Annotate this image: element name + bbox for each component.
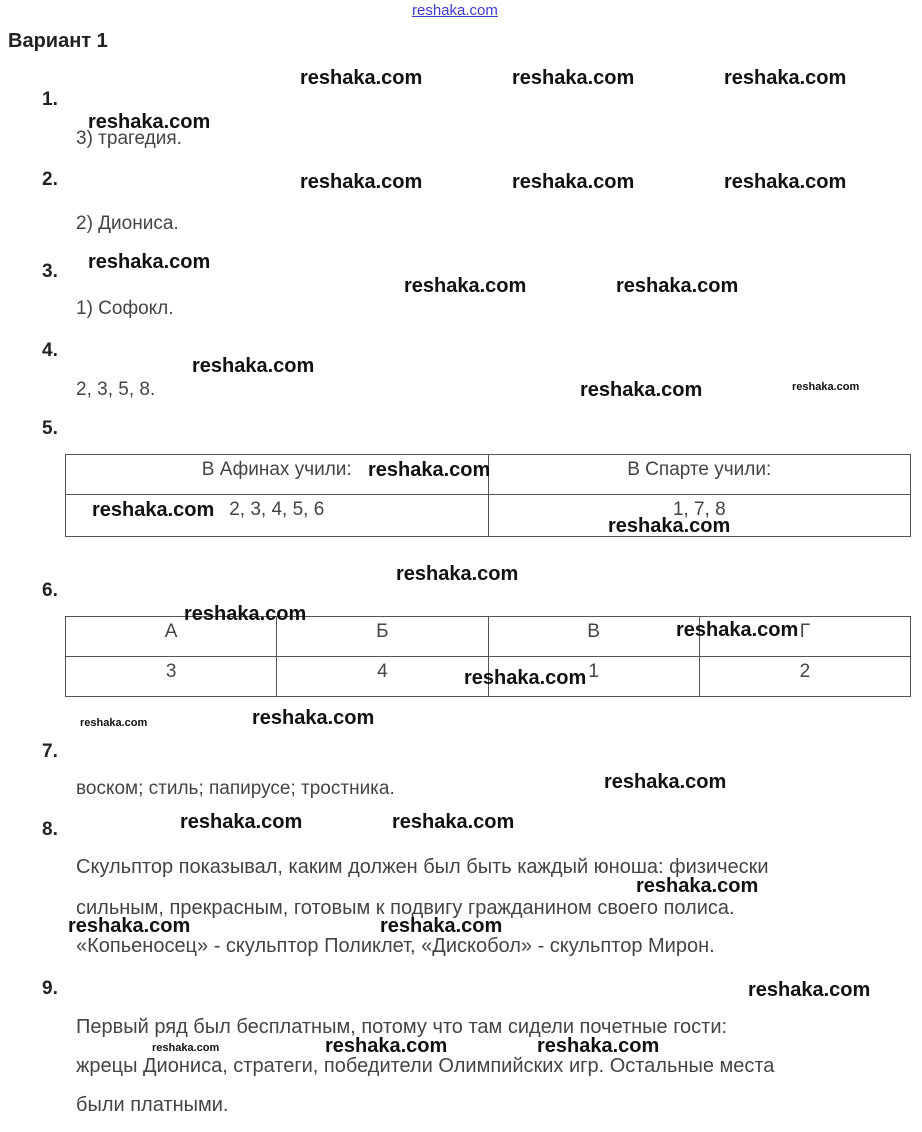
watermark: reshaka.com	[88, 251, 211, 273]
item-answer-2: 2) Диониса.	[76, 213, 179, 234]
item-answer-8-line-3: «Копьеносец» - скульптор Поликлет, «Дискобол» - скульптор Мирон.	[76, 935, 715, 957]
watermark-small: reshaka.com	[792, 381, 860, 393]
watermark-small: reshaka.com	[80, 717, 148, 729]
table-header-a: А	[66, 617, 277, 657]
item-answer-4: 2, 3, 5, 8.	[76, 379, 156, 400]
table-cell-a: 3	[66, 657, 277, 697]
watermark: reshaka.com	[537, 1035, 660, 1057]
watermark: reshaka.com	[192, 355, 315, 377]
watermark: reshaka.com	[92, 499, 215, 521]
table-cell-v: 1	[488, 657, 699, 697]
table-header-v: В	[488, 617, 699, 657]
item-answer-7: воском; стиль; папирусе; тростника.	[76, 778, 395, 799]
table-header-sparta: В Спарте учили:	[488, 455, 911, 495]
item-number-8: 8.	[42, 819, 58, 840]
watermark: reshaka.com	[300, 171, 423, 193]
table-cell-g: 2	[699, 657, 910, 697]
item-answer-9-line-2: жрецы Диониса, стратеги, победители Олимпийских игр. Остальные места	[76, 1055, 775, 1077]
item-number-4: 4.	[42, 340, 58, 361]
watermark: reshaka.com	[380, 915, 503, 937]
watermark: reshaka.com	[180, 811, 303, 833]
watermark: reshaka.com	[392, 811, 515, 833]
item-number-2: 2.	[42, 169, 58, 190]
item-answer-9-line-3: были платными.	[76, 1094, 229, 1116]
watermark-small: reshaka.com	[152, 1042, 220, 1054]
watermark: reshaka.com	[368, 459, 491, 481]
watermark: reshaka.com	[608, 515, 731, 537]
watermark: reshaka.com	[252, 707, 375, 729]
item-number-1: 1.	[42, 89, 58, 110]
watermark: reshaka.com	[88, 111, 211, 133]
watermark: reshaka.com	[580, 379, 703, 401]
item-number-5: 5.	[42, 418, 58, 439]
item-number-9: 9.	[42, 978, 58, 999]
watermark: reshaka.com	[184, 603, 307, 625]
item-answer-1: 3) трагедия.	[76, 128, 182, 149]
watermark: reshaka.com	[300, 67, 423, 89]
watermark: reshaka.com	[404, 275, 527, 297]
item-number-3: 3.	[42, 261, 58, 282]
watermark: reshaka.com	[512, 67, 635, 89]
table-header-b: Б	[277, 617, 488, 657]
item-answer-8-line-2: сильным, прекрасным, готовым к подвигу гражданином своего полиса.	[76, 897, 735, 919]
watermark: reshaka.com	[464, 667, 587, 689]
watermark: reshaka.com	[724, 67, 847, 89]
watermark: reshaka.com	[676, 619, 799, 641]
watermark: reshaka.com	[396, 563, 519, 585]
table-cell-athens: 2, 3, 4, 5, 6	[66, 495, 489, 537]
watermark: reshaka.com	[724, 171, 847, 193]
watermark: reshaka.com	[325, 1035, 448, 1057]
item-number-7: 7.	[42, 741, 58, 762]
table-header-g: Г	[699, 617, 910, 657]
watermark: reshaka.com	[512, 171, 635, 193]
watermark: reshaka.com	[636, 875, 759, 897]
watermark: reshaka.com	[616, 275, 739, 297]
item-answer-8-line-1: Скульптор показывал, каким должен был быть каждый юноша: физически	[76, 856, 769, 878]
table-header-athens: В Афинах учили:	[66, 455, 489, 495]
watermark: reshaka.com	[604, 771, 727, 793]
page-title: Вариант 1	[8, 30, 108, 52]
watermark: reshaka.com	[748, 979, 871, 1001]
item-answer-3: 1) Софокл.	[76, 298, 174, 319]
item-number-6: 6.	[42, 580, 58, 601]
item-answer-9-line-1: Первый ряд был бесплатным, потому что там сидели почетные гости:	[76, 1016, 728, 1038]
watermark: reshaka.com	[68, 915, 191, 937]
site-link[interactable]: reshaka.com	[412, 2, 498, 19]
table-cell-sparta: 1, 7, 8	[488, 495, 911, 537]
table-cell-b: 4	[277, 657, 488, 697]
